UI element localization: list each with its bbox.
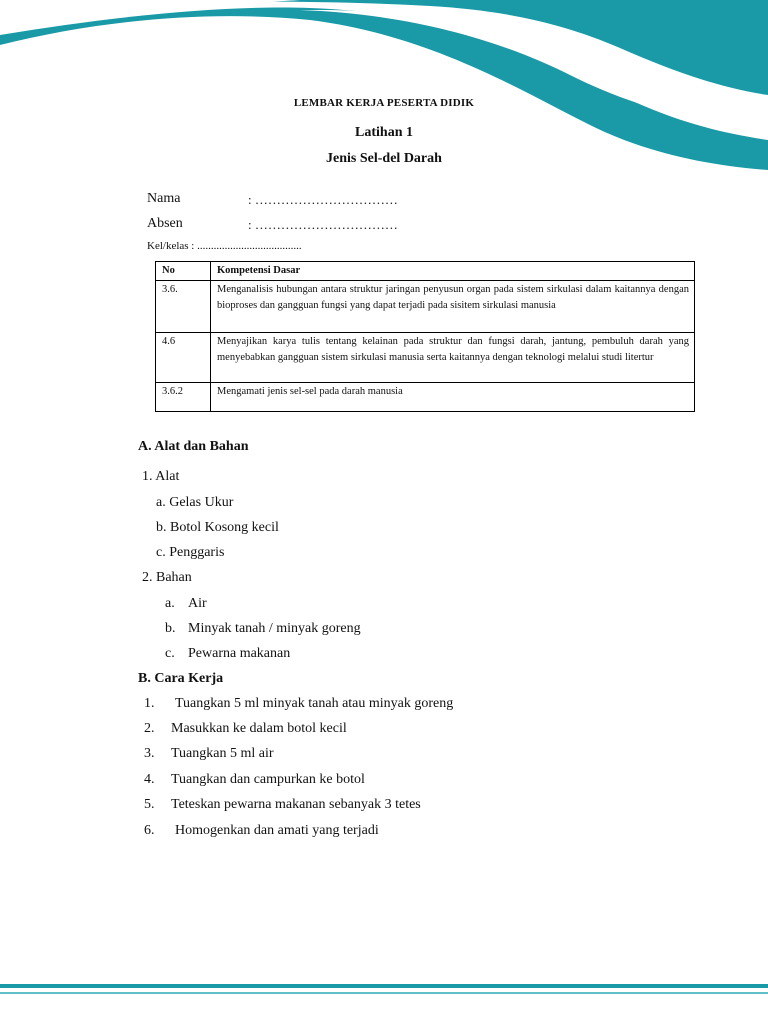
competency-table — [155, 261, 695, 412]
list-item: Pewarna makanan — [188, 646, 291, 661]
exercise-subtitle: Jenis Sel-del Darah — [326, 151, 442, 166]
kelas-field: Kel/kelas : ...................................... — [147, 240, 302, 252]
footer-line-thick — [0, 984, 768, 988]
footer-line-decoration — [0, 980, 768, 1000]
absen-label: Absen — [147, 216, 183, 231]
table-cell-kd: Menyajikan karya tulis tentang kelainan pada struktur dan fungsi darah, jantung, pembuluh darah yang menyebabkan gangguan sistem sirkulasi manusia serta kaitannya dengan teknologi melalui studi litertur — [211, 333, 695, 383]
step-marker: 5. — [144, 797, 155, 812]
section-a-heading: A. Alat dan Bahan — [138, 439, 249, 454]
table-row — [156, 333, 695, 383]
section-b-heading: B. Cara Kerja — [138, 671, 224, 686]
step-marker: 1. — [144, 696, 155, 711]
footer-line-thin — [0, 992, 768, 994]
nama-field: : …………………………… — [248, 192, 398, 207]
list-item-marker: b. — [165, 621, 176, 636]
list-item: c. Penggaris — [156, 545, 225, 560]
step-marker: 2. — [144, 721, 155, 736]
step-text: Teteskan pewarna makanan sebanyak 3 tetes — [171, 797, 421, 812]
list-item: Minyak tanah / minyak goreng — [188, 621, 361, 636]
table-row — [156, 383, 695, 412]
list-item-marker: a. — [165, 596, 175, 611]
nama-label: Nama — [147, 191, 181, 206]
document-title: LEMBAR KERJA PESERTA DIDIK — [293, 97, 475, 109]
table-cell-no: 4.6 — [156, 333, 211, 383]
table-row — [156, 281, 695, 333]
header-wave-decoration — [0, 0, 768, 170]
list-item: b. Botol Kosong kecil — [156, 520, 279, 535]
list-item: Air — [188, 596, 207, 611]
table-header-kd: Kompetensi Dasar — [211, 262, 695, 281]
bahan-heading: 2. Bahan — [142, 570, 192, 585]
table-cell-kd: Mengamati jenis sel-sel pada darah manusia — [211, 383, 695, 412]
step-text: Tuangkan 5 ml air — [171, 746, 274, 761]
table-header-no: No — [156, 262, 211, 281]
exercise-number: Latihan 1 — [355, 125, 413, 140]
list-item-marker: c. — [165, 646, 175, 661]
table-cell-no: 3.6.2 — [156, 383, 211, 412]
step-text: Tuangkan 5 ml minyak tanah atau minyak goreng — [175, 696, 454, 711]
table-header-row — [156, 262, 695, 281]
alat-heading: 1. Alat — [142, 469, 180, 484]
table-cell-no: 3.6. — [156, 281, 211, 333]
step-text: Homogenkan dan amati yang terjadi — [175, 823, 379, 838]
step-marker: 6. — [144, 823, 155, 838]
step-text: Tuangkan dan campurkan ke botol — [171, 772, 365, 787]
step-marker: 3. — [144, 746, 155, 761]
step-text: Masukkan ke dalam botol kecil — [171, 721, 347, 736]
absen-field: : …………………………… — [248, 217, 398, 232]
step-marker: 4. — [144, 772, 155, 787]
table-cell-kd: Menganalisis hubungan antara struktur jaringan penyusun organ pada sistem sirkulasi dalam kaitannya dengan bioproses dan gangguan fungsi yang dapat terjadi pada sisitem sirkulasi manusia — [211, 281, 695, 333]
list-item: a. Gelas Ukur — [156, 495, 234, 510]
